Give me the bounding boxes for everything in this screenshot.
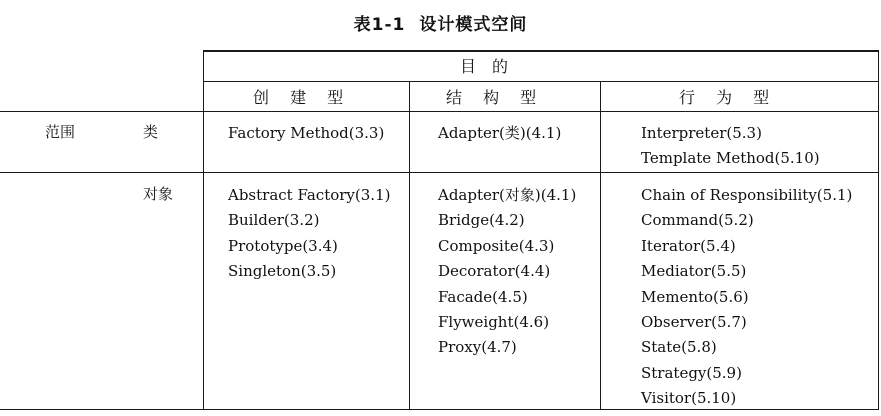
pattern-item: Composite(4.3) xyxy=(438,236,555,255)
pattern-item: Visitor(5.10) xyxy=(641,389,737,408)
table-caption xyxy=(0,10,881,35)
pattern-item: Mediator(5.5) xyxy=(641,262,747,281)
pattern-item: Template Method(5.10) xyxy=(641,149,820,168)
header-bottom-rule xyxy=(0,111,879,112)
left-divider xyxy=(203,50,204,410)
table-title: 设计模式空间 xyxy=(419,15,528,35)
pattern-item: Command(5.2) xyxy=(641,211,754,230)
structural-header: 结 构 型 xyxy=(446,88,545,107)
object-structural-list xyxy=(438,183,576,361)
pattern-item: Iterator(5.4) xyxy=(641,236,736,255)
pattern-item: Builder(3.2) xyxy=(228,211,320,230)
pattern-item: Memento(5.6) xyxy=(641,287,749,306)
purpose-rule xyxy=(203,81,879,82)
creational-header: 创 建 型 xyxy=(253,88,352,107)
pattern-item: Prototype(3.4) xyxy=(228,236,338,255)
behavioral-header: 行 为 型 xyxy=(679,88,778,107)
pattern-item: Facade(4.5) xyxy=(438,287,528,306)
object-scope-label: 对象 xyxy=(143,185,174,203)
class-scope-label: 类 xyxy=(143,123,159,141)
table-number: 表1-1 xyxy=(353,15,406,35)
pattern-item: Proxy(4.7) xyxy=(438,338,517,357)
right-border xyxy=(878,50,879,410)
pattern-item: Chain of Responsibility(5.1) xyxy=(641,186,853,204)
pattern-item: Decorator(4.4) xyxy=(438,262,551,281)
pattern-item: Adapter(对象)(4.1) xyxy=(438,186,577,204)
creational-structural-divider xyxy=(409,81,410,410)
header-top-rule xyxy=(203,50,879,52)
object-behavioral-list xyxy=(641,183,852,412)
pattern-item: Abstract Factory(3.1) xyxy=(228,186,391,204)
pattern-item: Bridge(4.2) xyxy=(438,211,525,230)
object-creational-list xyxy=(228,183,390,285)
pattern-item: Adapter(类)(4.1) xyxy=(438,124,562,142)
class-row-bottom-rule xyxy=(0,172,879,173)
class-creational-list xyxy=(228,121,384,146)
structural-behavioral-divider xyxy=(600,81,601,410)
class-behavioral-list xyxy=(641,121,820,172)
pattern-item: Flyweight(4.6) xyxy=(438,313,550,332)
pattern-item: Strategy(5.9) xyxy=(641,363,742,382)
purpose-header: 目 的 xyxy=(460,57,509,76)
pattern-item: Factory Method(3.3) xyxy=(228,124,385,142)
class-structural-list xyxy=(438,121,561,146)
pattern-item: Singleton(3.5) xyxy=(228,262,337,281)
pattern-item: Observer(5.7) xyxy=(641,313,747,332)
pattern-item: Interpreter(5.3) xyxy=(641,124,762,142)
pattern-item: State(5.8) xyxy=(641,338,717,357)
scope-label: 范围 xyxy=(45,123,76,141)
